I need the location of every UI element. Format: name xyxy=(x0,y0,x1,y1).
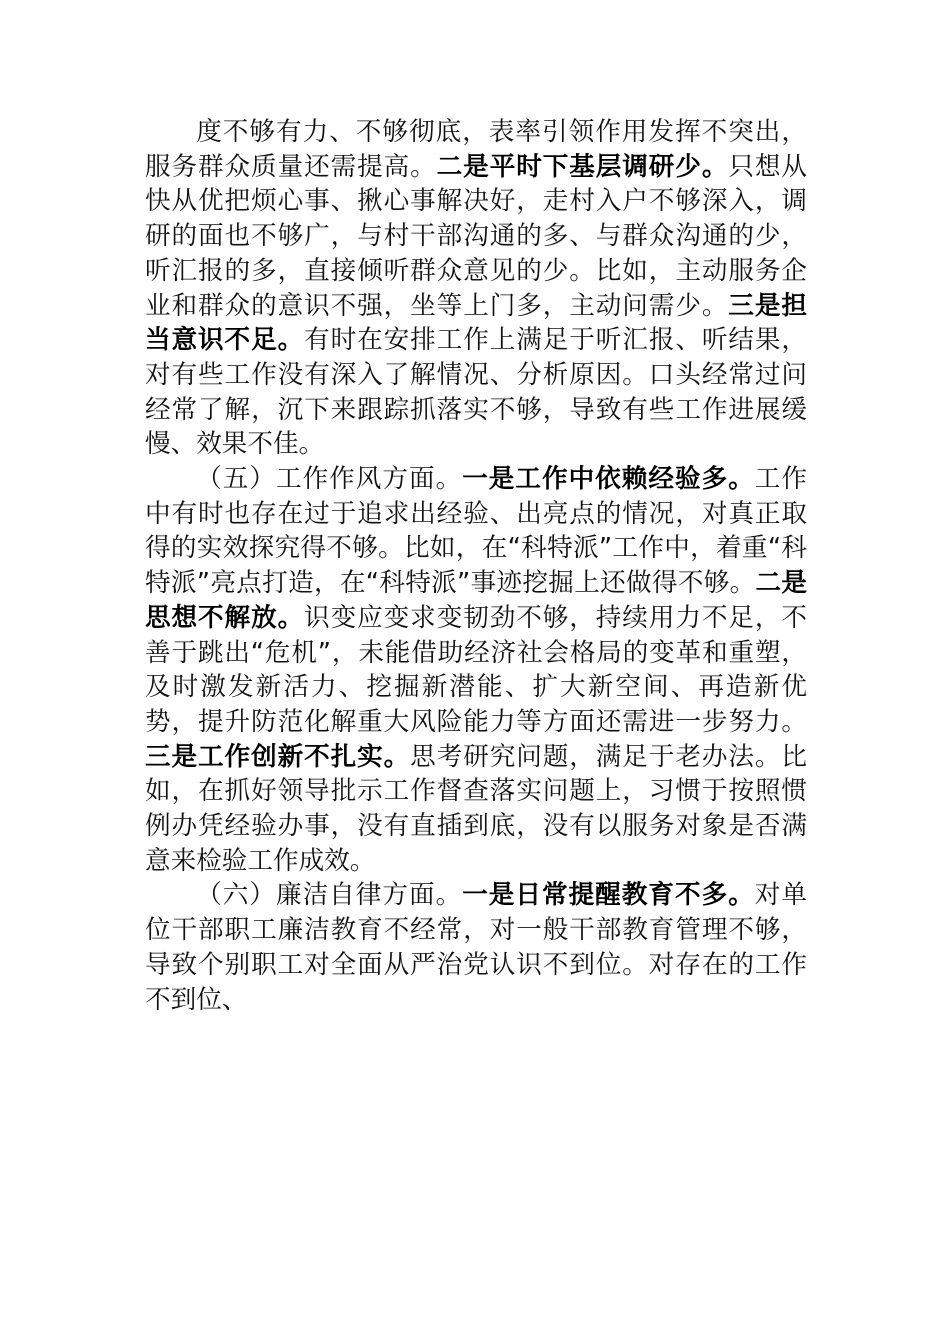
paragraph-1-text-1: 度不够有力、不够彻底，表率引领作用发挥不突出，服务群众质量还需提高。 xyxy=(145,117,807,182)
paragraph-2-heading-1: 一是工作中依赖经验多。 xyxy=(462,464,755,495)
paragraph-2-text-1: 工作中有时也存在过于追求出经验、出亮点的情况，对真正取得的实效探究得不够。比如，在“科特派”工作中，着重“科特派”亮点打造，在“科特派”事迹挖掘上还做得不够。 xyxy=(145,464,807,599)
paragraph-2-section-title: （五）工作作风方面。 xyxy=(196,464,463,495)
paragraph-3-heading-1: 一是日常提醒教育不多。 xyxy=(462,880,755,911)
paragraph-3-text-1: 对单位干部职工廉洁教育不经常，对一般干部教育管理不够，导致个别职工对全面从严治党认识不到位。对存在的工作不到位、 xyxy=(145,880,807,1015)
paragraph-2-heading-3: 三是工作创新不扎实。 xyxy=(145,741,411,772)
document-page xyxy=(145,115,807,1017)
paragraph-1-text-3: 有时在安排工作上满足于听汇报、听结果，对有些工作没有深入了解情况、分析原因。口头经常过问经常了解，沉下来跟踪抓落实不够，导致有些工作进展缓慢、效果不佳。 xyxy=(145,325,807,460)
paragraph-2-text-2: 识变应变求变韧劲不够，持续用力不足，不善于跳出“危机”，未能借助经济社会格局的变革和重塑，及时激发新活力、挖掘新潜能、扩大新空间、再造新优势，提升防范化解重大风险能力等方面还需进一步努力。 xyxy=(145,602,807,737)
paragraph-2 xyxy=(145,462,807,878)
paragraph-1 xyxy=(145,115,807,462)
paragraph-3-section-title: （六）廉洁自律方面。 xyxy=(196,880,463,911)
paragraph-3 xyxy=(145,878,807,1017)
paragraph-2-heading-2: 二是思想不解放。 xyxy=(145,568,807,633)
paragraph-1-text-2: 只想从快从优把烦心事、揪心事解决好，走村入户不够深入，调研的面也不够广，与村干部沟通的多、与群众沟通的少，听汇报的多，直接倾听群众意见的少。比如，主动服务企业和群众的意识不强，坐等上门多，主动问需少。 xyxy=(145,151,807,321)
paragraph-1-heading-3: 三是担当意识不足。 xyxy=(145,290,807,356)
paragraph-2-text-3: 思考研究问题，满足于老办法。比如，在抓好领导批示工作督查落实问题上，习惯于按照惯例办凭经验办事，没有直插到底，没有以服务对象是否满意来检验工作成效。 xyxy=(145,741,807,876)
paragraph-1-heading-2: 二是平时下基层调研少。 xyxy=(436,151,729,182)
